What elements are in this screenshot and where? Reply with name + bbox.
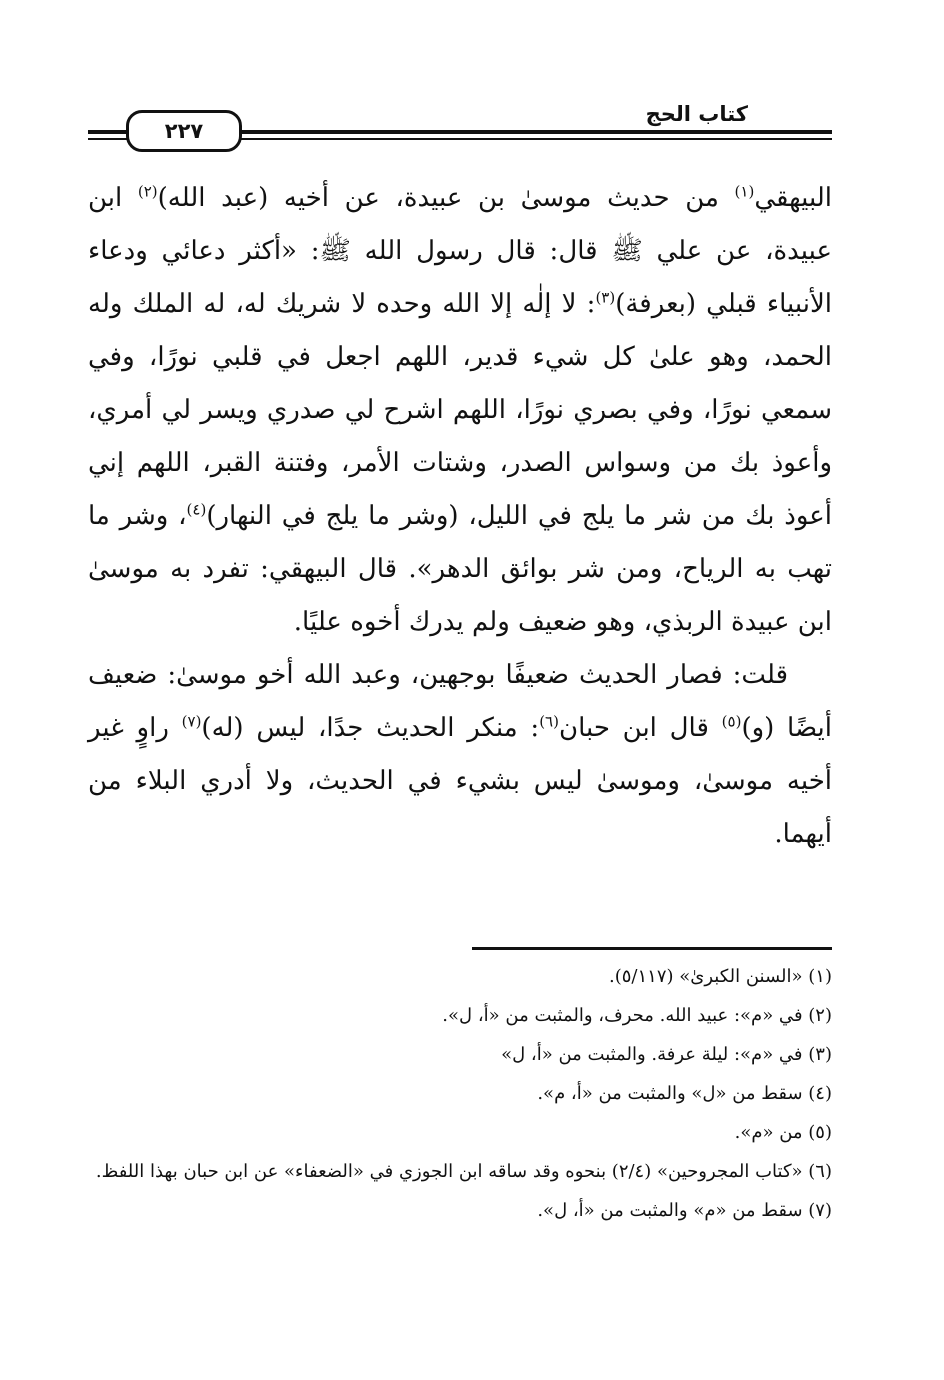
footnotes (84, 960, 832, 1233)
page-number: ٢٢٧ (126, 110, 242, 152)
text-run: ابن عبيدة، عن علي ﷺ قال: قال رسول الله ﷺ: «أكثر دعائي ودعاء الأنبياء قبلي (بعرفة) (88, 183, 833, 319)
text-run: من حديث موسىٰ بن عبيدة، عن أخيه (عبد الله) (157, 183, 735, 213)
text-run: راوٍ غير أخيه موسىٰ، وموسىٰ ليس بشيء في الحديث، ولا أدري البلاء من أيهما. (88, 713, 832, 849)
paragraph-1 (88, 172, 832, 649)
footnote-ref: (٥) (721, 712, 742, 731)
text-run: : منكر الحديث جدًا، ليس (له) (201, 713, 540, 743)
footnote-ref: (٣) (595, 288, 616, 307)
footnote-1: (١) «السنن الكبرىٰ» (٥/١١٧). (609, 966, 832, 987)
text-run: ، وشر ما تهب به الرياح، ومن شر بوائق الدهر». قال البيهقي: تفرد به موسىٰ ابن عبيدة الربذي، وهو ضعيف ولم يدرك أخوه عليًا. (88, 501, 832, 637)
text-run: قلت: فصار الحديث ضعيفًا بوجهين، وعبد الله أخو موسىٰ: ضعيف أيضًا (و) (88, 660, 832, 743)
footnote-5: (٥) من «م». (734, 1122, 832, 1143)
footnote-ref: (٦) (539, 712, 559, 731)
footnote-4: (٤) سقط من «ل» والمثبت من «أ، م». (537, 1083, 832, 1104)
footnote-ref: (٢) (137, 182, 158, 201)
main-text (88, 172, 832, 861)
footnote-2: (٢) في «م»: عبيد الله. محرف، والمثبت من «أ، ل». (442, 1005, 832, 1026)
text-run: قال ابن حبان (558, 713, 722, 743)
footnote-ref: (٧) (181, 712, 202, 731)
text-run: البيهقي (754, 183, 832, 213)
paragraph-2 (88, 649, 832, 861)
chapter-title: كتاب الحج (645, 102, 748, 126)
page-header (88, 92, 832, 152)
footnote-separator (472, 947, 832, 950)
footnote-ref: (٤) (186, 500, 207, 519)
footnote-3: (٣) في «م»: ليلة عرفة. والمثبت من «أ، ل» (501, 1044, 832, 1065)
footnote-ref: (١) (734, 182, 755, 201)
footnote-6: (٦) «كتاب المجروحين» (٢/٤) بنحوه وقد ساقه ابن الجوزي في «الضعفاء» عن ابن حبان بهذا اللفظ. (95, 1161, 832, 1182)
text-run: : لا إلٰه إلا الله وحده لا شريك له، له الملك وله الحمد، وهو علىٰ كل شيء قدير، اللهم اجعل في قلبي نورًا، وفي سمعي نورًا، وفي بصري نورًا، اللهم اشرح لي صدري ويسر لي أمري، وأعوذ بك من وسواس الصدر، وشتات الأمر، وفتنة القبر، اللهم إني أعوذ بك من شر ما يلج في الليل، (وشر ما يلج في النهار) (88, 289, 832, 531)
footnote-7: (٧) سقط من «م» والمثبت من «أ، ل». (537, 1200, 832, 1221)
